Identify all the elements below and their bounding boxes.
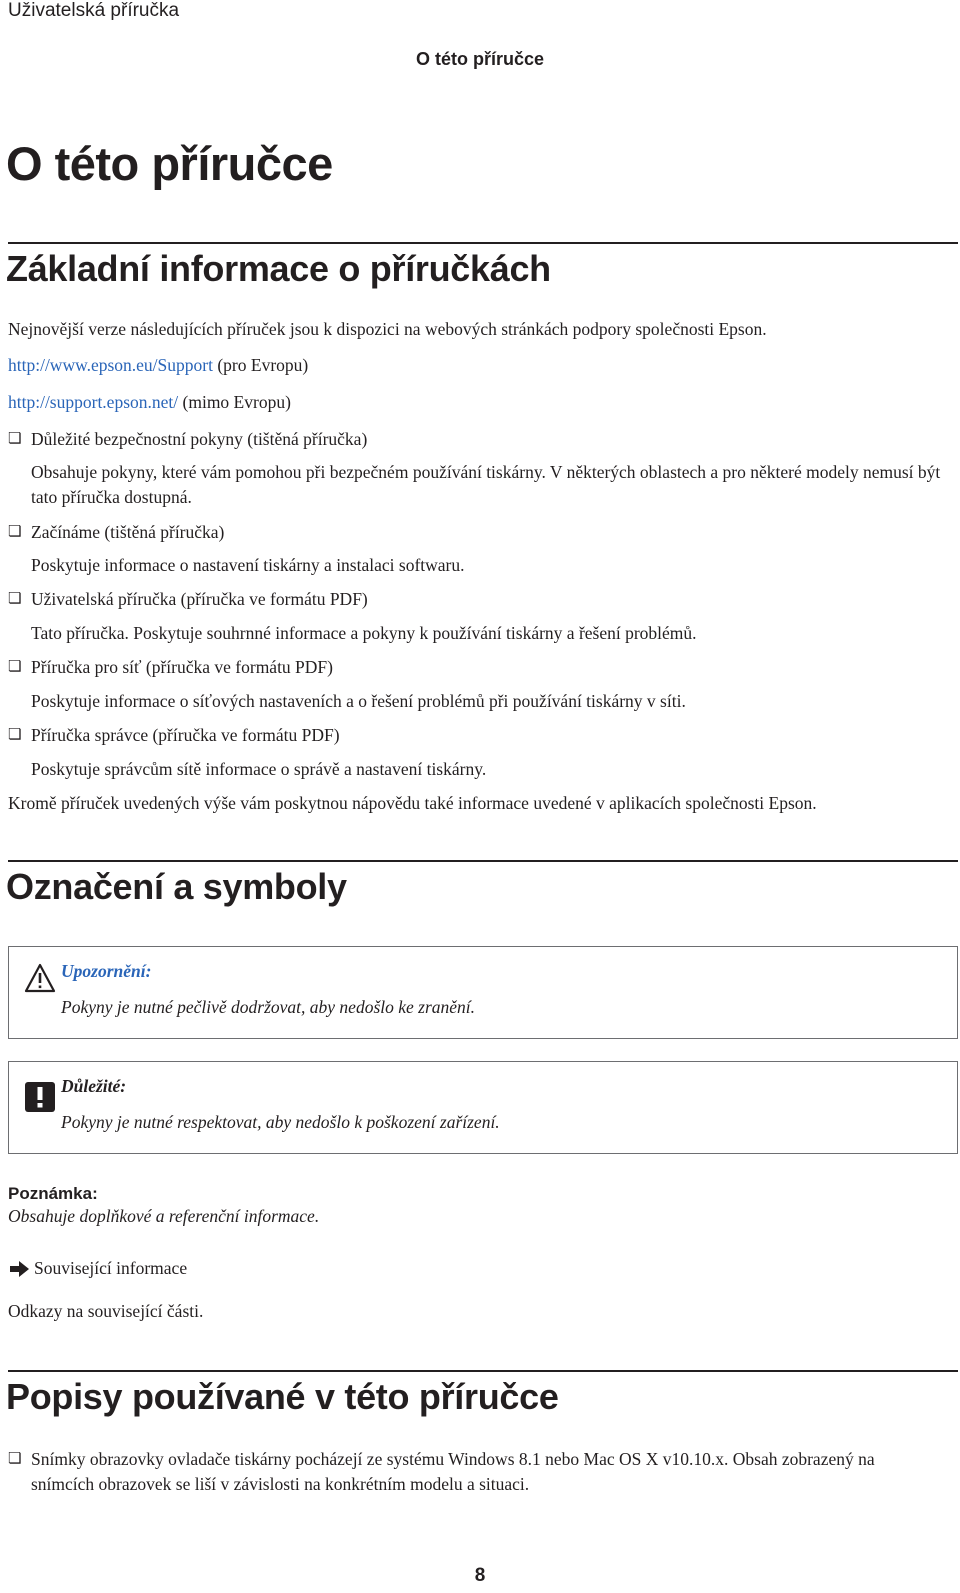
warning-body: Pokyny je nutné pečlivě dodržovat, aby nedošlo ke zranění. xyxy=(61,997,476,1017)
support-link-global[interactable]: http://support.epson.net/ xyxy=(8,392,179,412)
basics-outro: Kromě příruček uvedených výše vám poskytnou nápovědu také informace uvedené v aplikacích společnosti Epson. xyxy=(8,793,817,813)
section-divider xyxy=(8,860,958,862)
running-header: Uživatelská příručka xyxy=(8,0,180,21)
checkbox-bullet-icon: ❏ xyxy=(8,589,22,607)
list-item-title: Příručka správce (příručka ve formátu PDF) xyxy=(31,725,340,745)
support-link-row-eu xyxy=(8,353,308,378)
list-item-desc: Poskytuje informace o nastavení tiskárny a instalaci softwaru. xyxy=(31,555,465,575)
checkbox-bullet-icon: ❏ xyxy=(8,1449,22,1467)
checkbox-bullet-icon: ❏ xyxy=(8,725,22,743)
heading-symbols: Označení a symboly xyxy=(6,866,347,907)
support-link-row-global xyxy=(8,390,291,415)
checkbox-bullet-icon: ❏ xyxy=(8,429,22,447)
support-link-eu-note: (pro Evropu) xyxy=(212,355,309,375)
basics-intro: Nejnovější verze následujících příruček jsou k dispozici na webových stránkách podpory společnosti Epson. xyxy=(8,319,767,339)
section-divider xyxy=(8,1370,958,1372)
list-item-title: Příručka pro síť (příručka ve formátu PDF) xyxy=(31,657,333,677)
related-info-body: Odkazy na související části. xyxy=(8,1301,204,1321)
list-item-desc: Snímky obrazovky ovladače tiskárny pocházejí ze systému Windows 8.1 nebo Mac OS X v10.10.x. Obsah zobrazený na snímcích obrazovek se liší v závislosti na konkrétním modelu a situaci. xyxy=(31,1449,875,1494)
list-item-desc: Poskytuje informace o síťových nastaveních a o řešení problémů při používání tiskárny v síti. xyxy=(31,691,686,711)
note-body: Obsahuje doplňkové a referenční informace. xyxy=(8,1206,320,1226)
arrow-right-icon xyxy=(8,1259,30,1279)
warning-triangle-icon xyxy=(24,963,56,993)
section-header: O této příručce xyxy=(415,49,545,69)
list-item-desc: Tato příručka. Poskytuje souhrnné informace a pokyny k používání tiskárny a řešení problémů. xyxy=(31,623,697,643)
heading-descriptions: Popisy používané v této příručce xyxy=(6,1376,559,1417)
support-link-global-note: (mimo Evropu) xyxy=(178,392,291,412)
important-body: Pokyny je nutné respektovat, aby nedošlo k poškození zařízení. xyxy=(61,1112,500,1132)
list-item-title: Uživatelská příručka (příručka ve formátu PDF) xyxy=(31,589,368,609)
important-title: Důležité: xyxy=(61,1076,127,1096)
page-title: O této příručce xyxy=(6,137,333,190)
related-info-title: Související informace xyxy=(34,1258,188,1278)
list-item-title: Začínáme (tištěná příručka) xyxy=(31,522,225,542)
support-link-eu[interactable]: http://www.epson.eu/Support xyxy=(8,355,213,375)
list-item-title: Důležité bezpečnostní pokyny (tištěná příručka) xyxy=(31,429,368,449)
important-box xyxy=(8,1061,958,1154)
checkbox-bullet-icon: ❏ xyxy=(8,657,22,675)
warning-title: Upozornění: xyxy=(61,961,152,981)
related-info xyxy=(0,1256,960,1284)
checkbox-bullet-icon: ❏ xyxy=(8,522,22,540)
page-number: 8 xyxy=(474,1565,486,1586)
section-divider xyxy=(8,242,958,244)
warning-box xyxy=(8,946,958,1039)
heading-basics: Základní informace o příručkách xyxy=(6,248,551,289)
important-exclamation-icon xyxy=(25,1082,55,1112)
list-item-desc: Obsahuje pokyny, které vám pomohou při bezpečném používání tiskárny. V některých oblastech a pro některé modely nemusí být tato příručka dostupná. xyxy=(31,462,941,507)
note-title: Poznámka: xyxy=(8,1184,98,1203)
list-item-desc: Poskytuje správcům sítě informace o správě a nastavení tiskárny. xyxy=(31,759,487,779)
